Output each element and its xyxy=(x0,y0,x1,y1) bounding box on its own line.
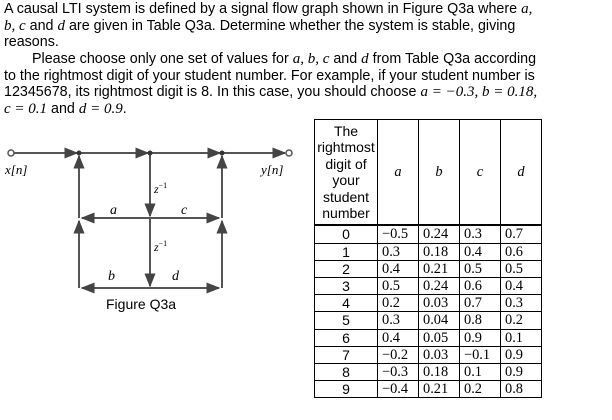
gain-d-label: d xyxy=(172,269,179,284)
instructions xyxy=(4,51,608,117)
instr-line1a: Please choose only one set of values for xyxy=(32,51,293,67)
column-header-d: d xyxy=(501,120,542,226)
delay-1-label: $z^{-1}$ xyxy=(154,181,168,196)
value-c: 0.3 xyxy=(460,225,501,243)
table-row xyxy=(315,329,542,346)
figure-caption: Figure Q3a xyxy=(106,296,177,312)
var-bc: b, c xyxy=(4,17,26,34)
value-c: 0.8 xyxy=(460,312,501,329)
table-row xyxy=(315,312,542,329)
value-c: 0.4 xyxy=(460,243,501,260)
value-b: 0.03 xyxy=(419,295,460,312)
value-b: 0.03 xyxy=(419,346,460,363)
digit-cell: 6 xyxy=(315,329,378,346)
value-b: 0.18 xyxy=(419,364,460,381)
table-row xyxy=(315,278,542,295)
value-c: −0.1 xyxy=(460,346,501,363)
table-row xyxy=(315,260,542,277)
var-d: d xyxy=(57,17,65,34)
output-node xyxy=(286,150,292,156)
digit-cell: 4 xyxy=(315,295,378,312)
example-eq-ab: a = −0.3, b = 0.18, xyxy=(420,84,538,101)
value-a: 0.3 xyxy=(378,312,419,329)
node-top-right xyxy=(220,151,225,156)
value-a: −0.3 xyxy=(378,364,419,381)
gain-b-label: b xyxy=(108,269,115,284)
table-header-row xyxy=(315,120,542,226)
value-b: 0.05 xyxy=(419,329,460,346)
signal-flow-graph xyxy=(0,120,312,420)
value-b: 0.18 xyxy=(419,243,460,260)
value-c: 0.6 xyxy=(460,278,501,295)
instr-and1: and xyxy=(329,51,362,67)
value-d: 0.1 xyxy=(501,329,542,346)
digit-cell: 2 xyxy=(315,260,378,277)
column-header-a: a xyxy=(378,120,419,226)
value-d: 0.8 xyxy=(501,381,542,398)
value-a: 0.4 xyxy=(378,329,419,346)
instr-line2: to the rightmost digit of your student number. For example, if your student number is xyxy=(4,67,535,84)
digit-cell: 3 xyxy=(315,278,378,295)
value-c: 0.7 xyxy=(460,295,501,312)
value-d: 0.4 xyxy=(501,278,542,295)
value-d: 0.3 xyxy=(501,295,542,312)
value-a: −0.5 xyxy=(378,225,419,243)
problem-statement xyxy=(4,1,608,51)
table-row xyxy=(315,295,542,312)
delay-2-label: $z^{-1}$ xyxy=(154,239,168,254)
instr-vars: a, b, c xyxy=(292,51,330,67)
digit-column-header: The rightmost digit of your student number xyxy=(315,120,378,226)
digit-cell: 1 xyxy=(315,243,378,260)
digit-cell: 0 xyxy=(315,225,378,243)
value-b: 0.21 xyxy=(419,381,460,398)
value-d: 0.7 xyxy=(501,225,542,243)
example-eq-c: c = 0.1 xyxy=(4,100,48,117)
value-d: 0.9 xyxy=(501,346,542,363)
value-d: 0.5 xyxy=(501,260,542,277)
gain-c-label: c xyxy=(181,203,188,218)
digit-cell: 5 xyxy=(315,312,378,329)
table-row xyxy=(315,225,542,243)
instr-end: . xyxy=(122,100,127,117)
output-label: y[n] xyxy=(261,162,284,177)
example-eq-d: d = 0.9 xyxy=(78,100,123,117)
value-c: 0.1 xyxy=(460,364,501,381)
value-a: 0.5 xyxy=(378,278,419,295)
instr-line1b: from Table Q3a according xyxy=(368,51,537,67)
var-a: a, xyxy=(521,1,533,17)
input-node xyxy=(8,150,14,156)
table-row xyxy=(315,346,542,363)
value-b: 0.24 xyxy=(419,278,460,295)
value-b: 0.24 xyxy=(419,225,460,243)
value-d: 0.9 xyxy=(501,364,542,381)
intro-line1: A causal LTI system is defined by a signal flow graph shown in Figure Q3a where xyxy=(4,1,522,17)
instr-var-d: d xyxy=(361,51,369,67)
input-label: x[n] xyxy=(5,162,28,177)
instr-line3: 12345678, its rightmost digit is 8. In this case, you should choose xyxy=(4,84,421,101)
value-b: 0.21 xyxy=(419,260,460,277)
value-b: 0.04 xyxy=(419,312,460,329)
gain-a-label: a xyxy=(110,203,117,218)
digit-cell: 8 xyxy=(315,364,378,381)
value-c: 0.5 xyxy=(460,260,501,277)
table-row xyxy=(315,381,542,398)
intro-and: and xyxy=(29,17,54,34)
value-a: −0.2 xyxy=(378,346,419,363)
value-a: −0.4 xyxy=(378,381,419,398)
value-a: 0.4 xyxy=(378,260,419,277)
digit-cell: 7 xyxy=(315,346,378,363)
digit-cell: 9 xyxy=(315,381,378,398)
value-d: 0.6 xyxy=(501,243,542,260)
values-table xyxy=(314,119,542,398)
table-row xyxy=(315,243,542,260)
intro-line3: reasons. xyxy=(4,34,59,51)
value-c: 0.9 xyxy=(460,329,501,346)
value-a: 0.3 xyxy=(378,243,419,260)
column-header-b: b xyxy=(419,120,460,226)
node-top-mid xyxy=(148,151,153,156)
node-top-left xyxy=(77,151,82,156)
value-c: 0.2 xyxy=(460,381,501,398)
value-d: 0.2 xyxy=(501,312,542,329)
intro-line2: are given in Table Q3a. Determine whether the system is stable, giving xyxy=(68,17,516,34)
table-row xyxy=(315,364,542,381)
value-a: 0.2 xyxy=(378,295,419,312)
column-header-c: c xyxy=(460,120,501,226)
instr-and2: and xyxy=(47,100,79,117)
